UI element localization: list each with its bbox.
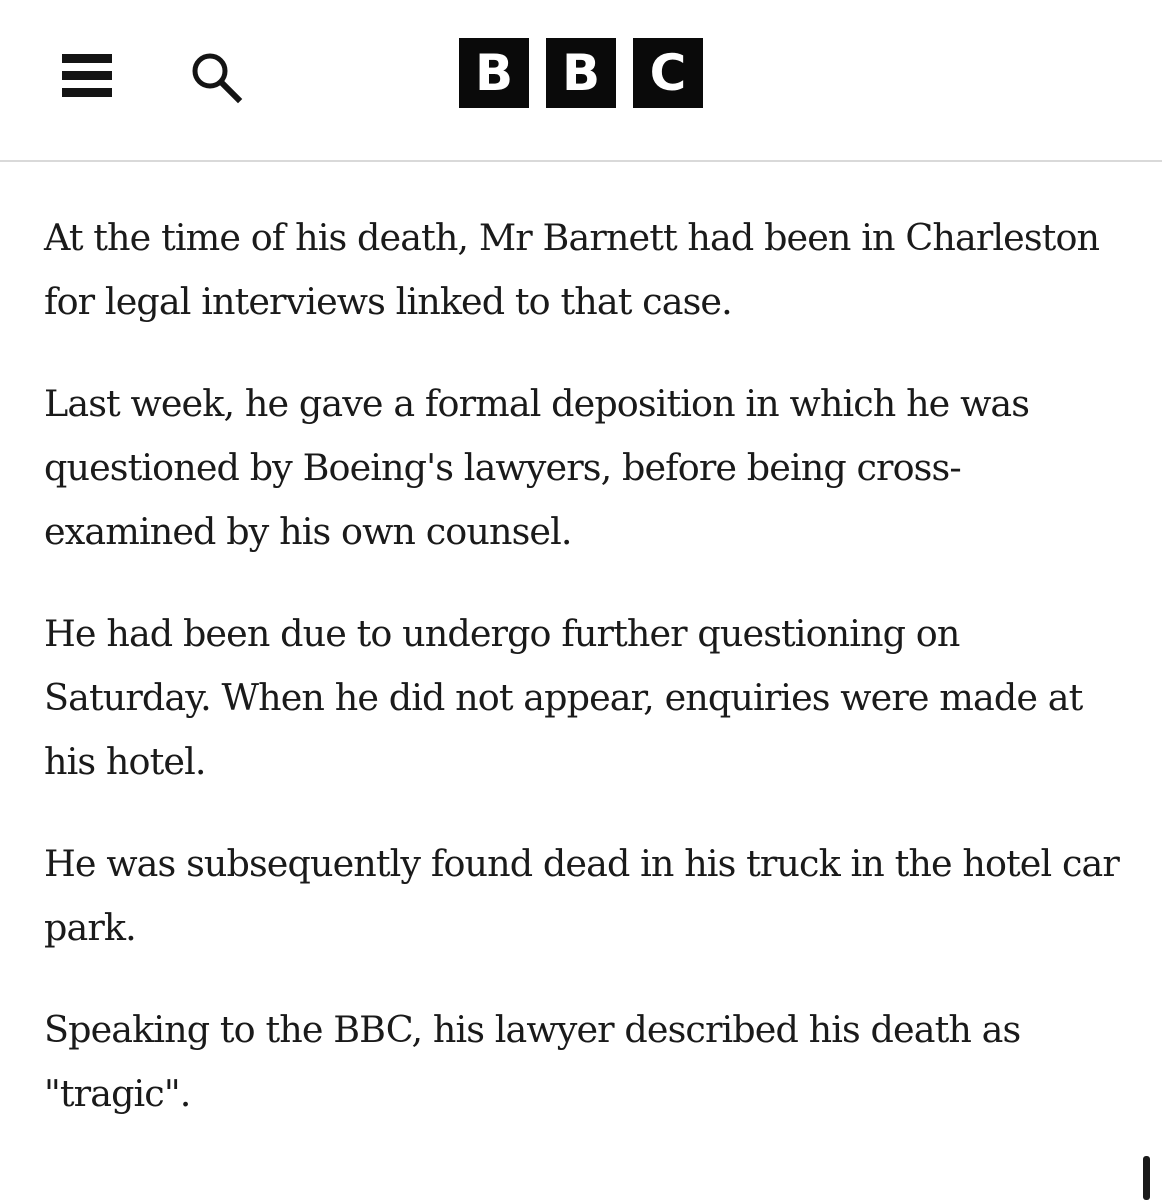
article-paragraph: At the time of his death, Mr Barnett had been in Charleston for legal interviews linked to that case.	[44, 216, 1100, 323]
hamburger-menu-icon	[62, 54, 112, 63]
article-paragraph: He was subsequently found dead in his truck in the hotel car park.	[44, 842, 1119, 949]
search-button[interactable]	[186, 48, 246, 104]
article-paragraph: Last week, he gave a formal deposition in which he was questioned by Boeing's lawyers, before being cross-examined by his own counsel.	[44, 382, 1030, 553]
scrollbar-thumb[interactable]	[1143, 1156, 1150, 1200]
bbc-logo[interactable]	[459, 38, 703, 108]
hamburger-menu-icon-bar-2	[62, 71, 112, 80]
logo-letter-c: C	[633, 38, 703, 108]
article-paragraph: He had been due to undergo further questioning on Saturday. When he did not appear, enquiries were made at his hotel.	[44, 612, 1083, 783]
hamburger-menu-icon-bar-3	[62, 88, 112, 97]
article-paragraph: Speaking to the BBC, his lawyer described his death as "tragic".	[44, 1008, 1021, 1115]
logo-letter-b2: B	[546, 38, 616, 108]
logo-letter-b1: B	[459, 38, 529, 108]
article-body	[44, 206, 1124, 1164]
menu-button[interactable]	[58, 48, 114, 100]
search-icon	[186, 48, 246, 104]
site-header	[0, 0, 1162, 162]
